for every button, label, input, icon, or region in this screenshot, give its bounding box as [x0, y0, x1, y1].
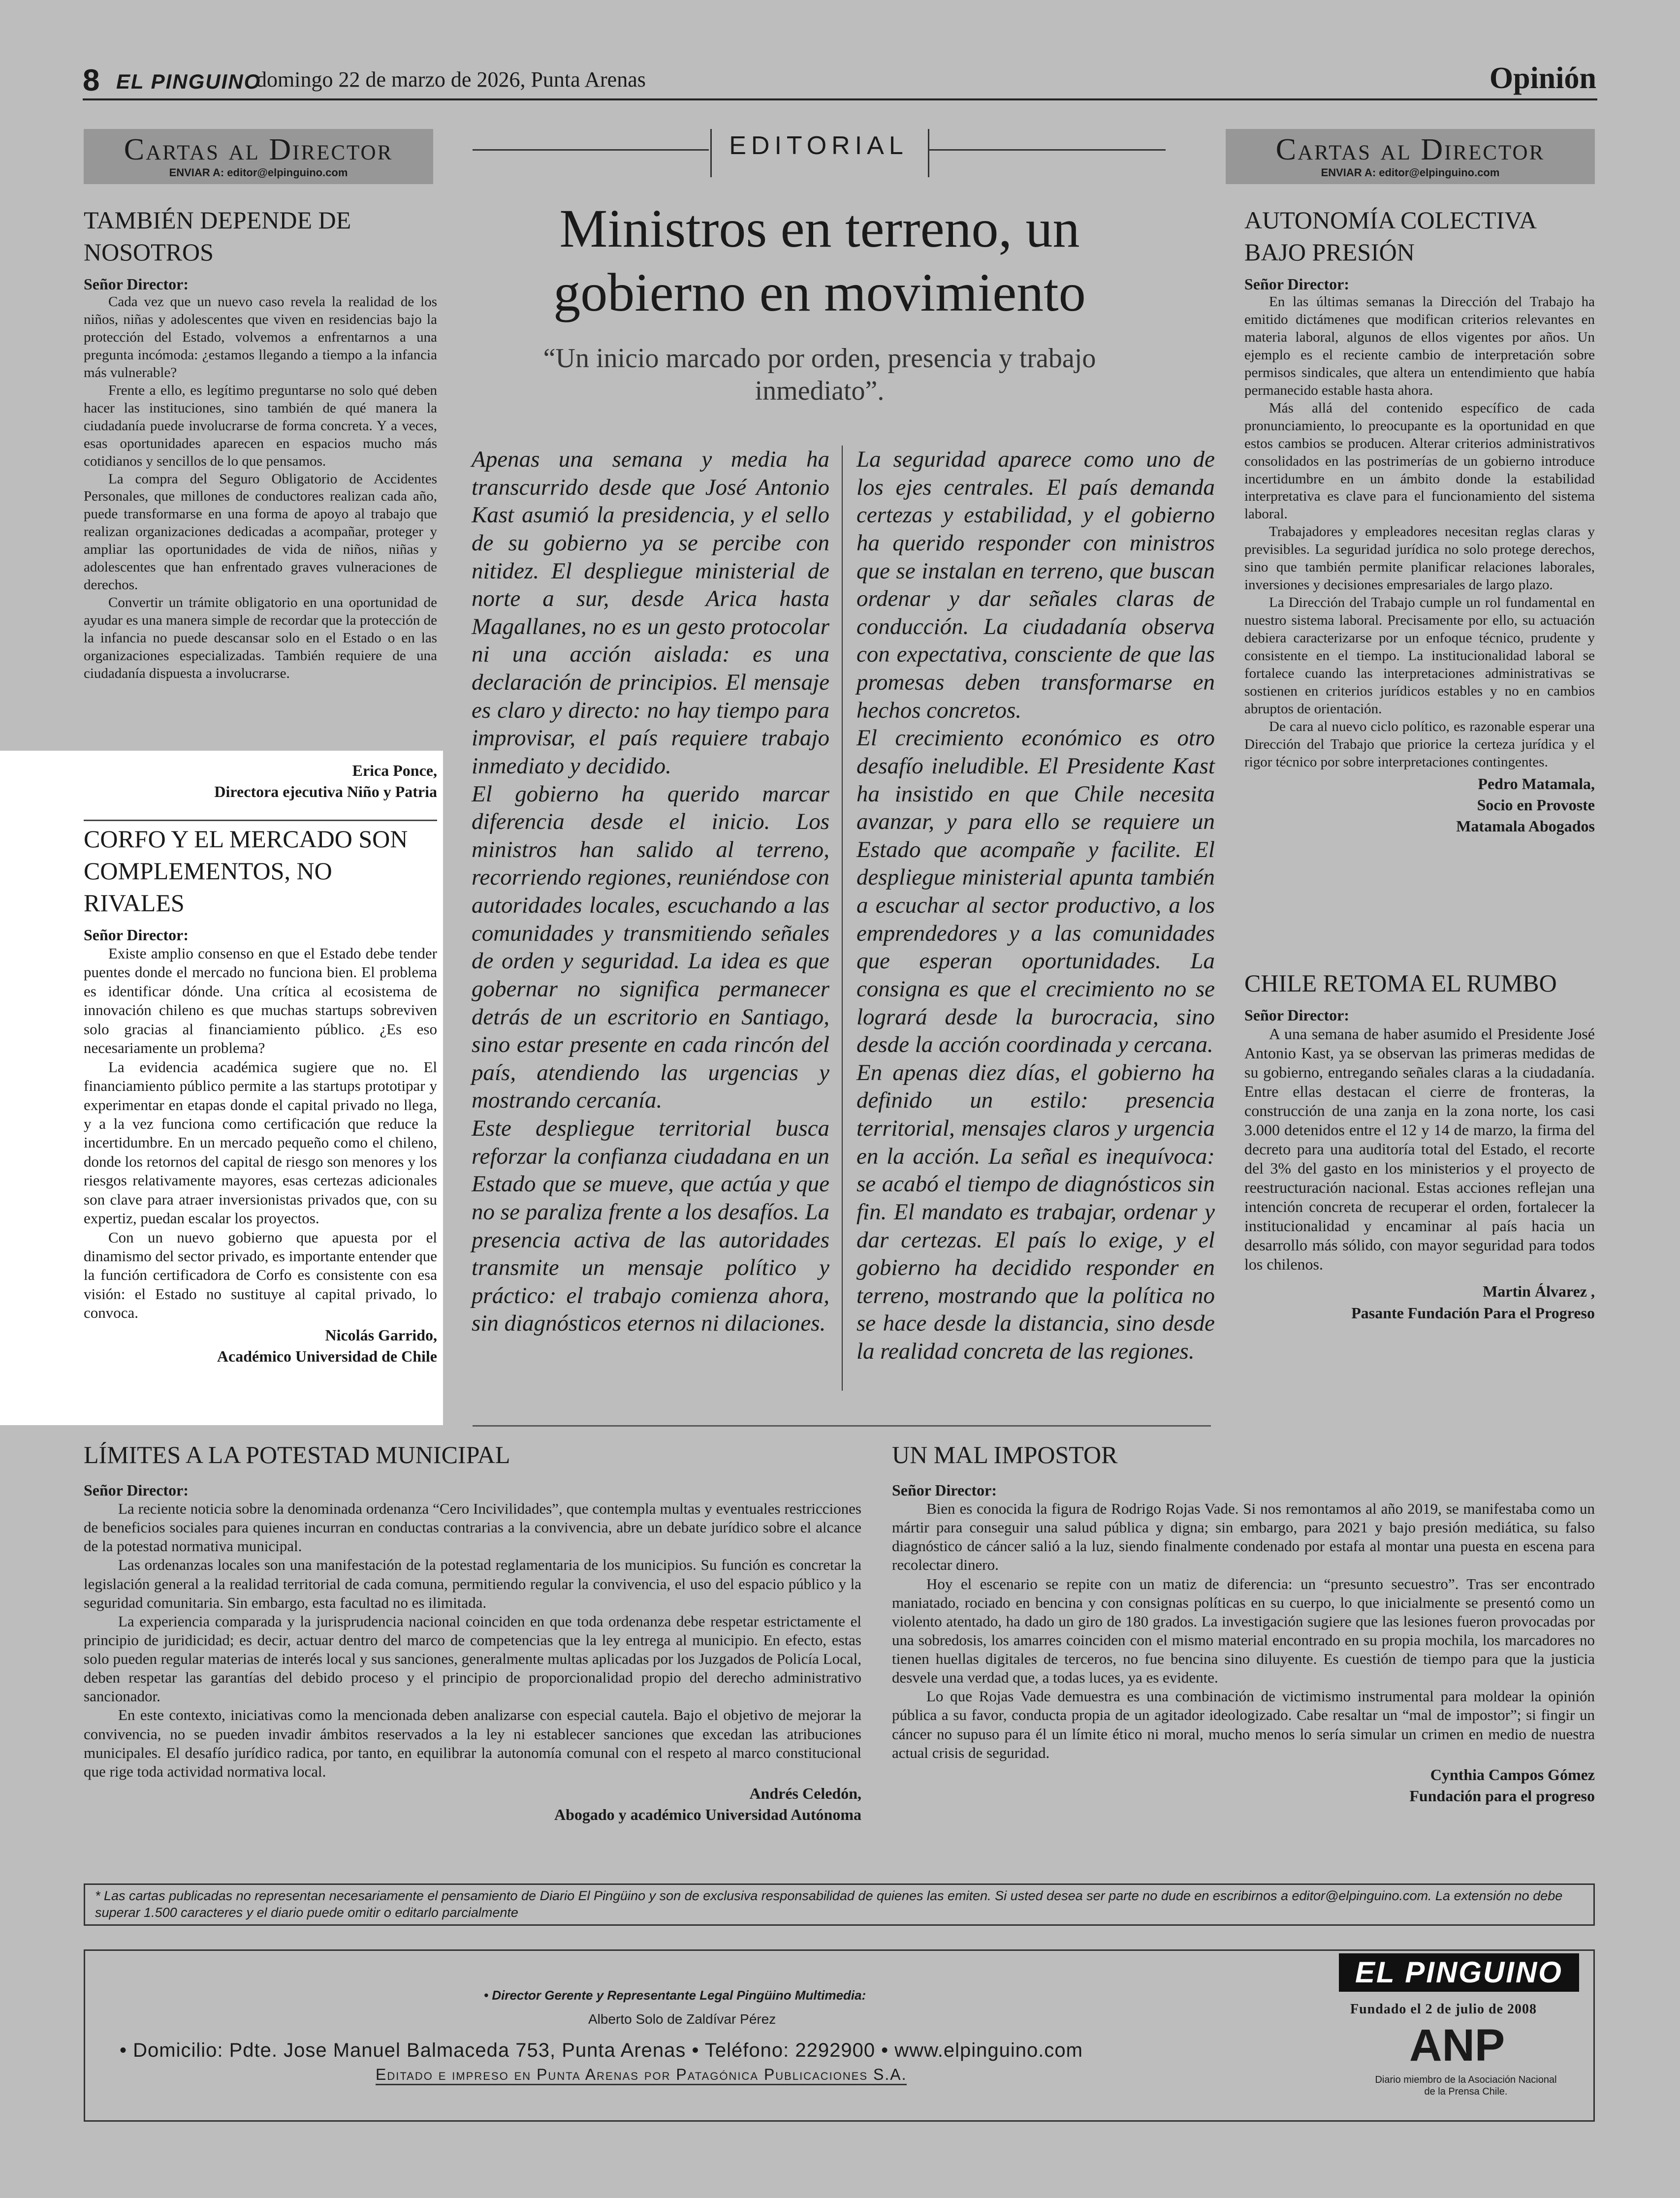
- letter-left-2: [84, 823, 437, 1367]
- paragraph: El gobierno ha querido marcar diferencia desde el inicio. Los ministros han salido al terreno, recorriendo regiones, reuniéndose con autoridades locales, escuchando a las comunidades y transmitiendo señales de orden y seguridad. La idea es que gobernar no significa permanecer detrás de un escritorio en Santiago, sino estar presente en cada rincón del país, atendiendo las urgencias y mostrando cercanía.: [472, 781, 829, 1114]
- paragraph: Frente a ello, es legítimo preguntarse no solo qué deben hacer las instituciones, sino también de qué manera la ciudadanía puede involucrarse de forma concreta. Y a veces, esas oportunidades aparecen en espacios mucho más cotidianos y sencillos de lo que pensamos.: [84, 382, 437, 469]
- paragraph: Hoy el escenario se repite con un matiz de diferencia: un “presunto secuestro”. Tras ser encontrado maniatado, rociado en bencina y con consignas políticas en su cuerpo, lo que inicialmente se presentó como un violento atentado, ha dado un giro de 180 grados. La investigación sugiere que las lesiones fueron provocadas por una sobredosis, los amarres coinciden con el mismo material encontrado en su propia mochila, los marcadores no tienen huellas digitales de terceros, no fue bencina sino diluyente. Es cuestión de tiempo para que la justicia desvele una verdad que, a todas luces, ya es evidente.: [892, 1575, 1595, 1687]
- letter-salutation: Señor Director:: [84, 926, 189, 944]
- footer-logo: EL PINGUINO: [1339, 1953, 1579, 1992]
- cartas-header-right: [1226, 129, 1595, 184]
- director-role: • Director Gerente y Representante Legal Pingüino Multimedia:: [484, 1988, 866, 2003]
- letter-salutation: Señor Director:: [1244, 1006, 1349, 1024]
- signer-name: Nicolás Garrido,: [325, 1326, 437, 1344]
- editorial-tick-left: [710, 129, 712, 177]
- paragraph: Lo que Rojas Vade demuestra es una combinación de victimismo instrumental para moldear la opinión pública a su favor, conducta propia de un agitador ideologizado. Cabe resaltar un “mal de impostor”; si fingir un cáncer no supuso para él un límite ético ni moral, mucho menos lo sería simular un crimen en medio de nuestra actual crisis de seguridad.: [892, 1688, 1595, 1761]
- letter-salutation: Señor Director:: [892, 1481, 997, 1499]
- signer-name: Cynthia Campos Gómez: [1430, 1765, 1595, 1784]
- letter-title: CHILE RETOMA EL RUMBO: [1244, 969, 1557, 997]
- paragraph: Las ordenanzas locales son una manifestación de la potestad reglamentaria de los municipios. Su función es concretar la legislación general a la realidad territorial de cada comuna, permitiendo regular la convivencia, el uso del espacio público y la seguridad comunitaria. Sin embargo, esta facultad no es ilimitada.: [84, 1556, 861, 1611]
- letter-right-2: [1244, 967, 1595, 1324]
- signer-role: Directora ejecutiva Niño y Patria: [214, 783, 437, 801]
- signer-role: Abogado y académico Universidad Autónoma: [554, 1806, 861, 1824]
- disclaimer: * Las cartas publicadas no representan necesariamente el pensamiento de Diario El Pingüino y son de exclusiva responsabilidad de quienes las emiten. Si usted desea ser parte no dude en escribirnos a editor@elpinguino.com. La extensión no debe superar 1.500 caracteres y el diario puede omitir o editarlo parcialmente: [84, 1883, 1595, 1926]
- paragraph: Este despliegue territorial busca reforzar la confianza ciudadana en un Estado que se mueve, que actúa y que no se paraliza frente a los desafíos. La presencia activa de las autoridades transmite un mensaje político y práctico: el trabajo comienza ahora, sin diagnósticos eternos ni dilaciones.: [472, 1115, 829, 1337]
- paragraph: La Dirección del Trabajo cumple un rol fundamental en nuestro sistema laboral. Precisamente por ello, su actuación debiera caracterizarse por un enfoque técnico, prudente y consistente en el tiempo. La institucionalidad laboral se fortalece cuando las interpretaciones administrativas se sostienen en criterios jurídicos estables y no en cambios abruptos de orientación.: [1244, 595, 1595, 717]
- paragraph: Existe amplio consenso en que el Estado debe tender puentes donde el mercado no funciona bien. El problema es identificar dónde. Una crítica al ecosistema de innovación chileno es que muchas startups sobreviven solo gracias al financiamiento público. ¿Es eso necesariamente un problema?: [84, 945, 437, 1057]
- paragraph: En las últimas semanas la Dirección del Trabajo ha emitido dictámenes que modifican criterios relevantes en materia laboral, algunos de ellos vigentes por años. Un ejemplo es el reciente cambio de interpretación sobre permisos sindicales, que altera un entendimiento que había permanecido estable hasta ahora.: [1244, 294, 1595, 398]
- signer-role: Socio en Provoste: [1477, 796, 1595, 814]
- anp-caption: Diario miembro de la Asociación Nacional de la Prensa Chile.: [1375, 2074, 1557, 2097]
- editorial-deck: “Un inicio marcado por orden, presencia y trabajo inmediato”.: [543, 343, 1096, 407]
- cartas-header-left: [84, 129, 433, 184]
- paragraph: La compra del Seguro Obligatorio de Accidentes Personales, que millones de conductores realizan cada año, puede transformarse en una forma de apoyo al trabajo que realizan organizaciones dedicadas a acompañar, proteger y ampliar las oportunidades de vida de niños, niñas y adolescentes que han enfrentado graves vulneraciones de derechos.: [84, 471, 437, 593]
- cartas-email: ENVIAR A: editor@elpinguino.com: [1321, 166, 1500, 179]
- paragraph: La reciente noticia sobre la denominada ordenanza “Cero Incivilidades”, que contempla multas y eventuales restricciones de beneficios sociales para quienes incurran en conductas contrarias a la convivencia, abre un debate jurídico sobre el alcance de la potestad normativa municipal.: [84, 1500, 861, 1555]
- header-rule: [83, 98, 1597, 100]
- letter-left-1: [84, 204, 437, 683]
- header-logo: EL PINGUINO: [116, 70, 261, 93]
- paragraph: El crecimiento económico es otro desafío ineludible. El Presidente Kast ha insistido en que Chile necesita avanzar, y para ello se requiere un Estado que acompañe y facilite. El despliegue ministerial apunta también a escuchar al sector productivo, a los emprendedores y a las comunidades que esperan oportunidades. La consigna es que el crecimiento no se logrará desde la burocracia, sino desde la acción coordinada y cercana.: [856, 725, 1215, 1058]
- paragraph: Con un nuevo gobierno que apuesta por el dinamismo del sector privado, es importante entender que la función certificadora de Corfo es consistente con esa visión: el Estado no sustituye al capital privado, lo convoca.: [84, 1228, 437, 1322]
- editorial-headline: Ministros en terreno, un gobierno en movimiento: [553, 198, 1086, 322]
- paragraph: Más allá del contenido específico de cada pronunciamiento, lo preocupante es la oportunidad en que estos cambios se producen. Alterar criterios administrativos consolidados en las postrimerías de un gobierno introduce incertidumbre en un ámbito donde la estabilidad interpretativa es clave para el funcionamiento del sistema laboral.: [1244, 400, 1595, 522]
- date-line: domingo 22 de marzo de 2026, Punta Arenas: [256, 67, 646, 92]
- letter-body: [84, 944, 437, 1323]
- paragraph: De cara al nuevo ciclo político, es razonable esperar una Dirección del Trabajo que priorice la certeza jurídica y el rigor técnico por sobre interpretaciones contingentes.: [1244, 718, 1595, 770]
- paragraph: Bien es conocida la figura de Rodrigo Rojas Vade. Si nos remontamos al año 2019, se manifestaba como un mártir para conseguir una salud pública y digna; sin embargo, para 2021 y bajo presión mediática, su falso diagnóstico de cáncer salió a la luz, siendo finalmente condenado por estafa al montar una puesta en escena para recolectar dinero.: [892, 1500, 1595, 1574]
- letter-salutation: Señor Director:: [84, 1481, 189, 1499]
- founded-date: Fundado el 2 de julio de 2008: [1350, 2002, 1537, 2017]
- page-number: 8: [83, 64, 100, 97]
- masthead-footer: [84, 1949, 1595, 2122]
- letter-title: CORFO Y EL MERCADO SON COMPLEMENTOS, NO RIVALES: [84, 825, 408, 917]
- letter-salutation: Señor Director:: [84, 275, 189, 293]
- column-separator: [842, 446, 843, 1391]
- letter-title: LÍMITES A LA POTESTAD MUNICIPAL: [84, 1441, 510, 1468]
- letter-signature: [892, 1764, 1595, 1807]
- cartas-title: Cartas al Director: [124, 133, 393, 166]
- paragraph: En apenas diez días, el gobierno ha definido un estilo: presencia territorial, mensajes claros y urgencia en la acción. La señal es inequívoca: se acabó el tiempo de diagnósticos sin fin. El mandato es trabajar, ordenar y dar certezas. El país lo exige, y el gobierno ha decidido responder en terreno, mostrando que la política no se hace desde la distancia, sino desde la realidad concreta de las regiones.: [856, 1059, 1215, 1364]
- editorial-column-2: [856, 446, 1215, 1366]
- paragraph: La experiencia comparada y la jurisprudencia nacional coinciden en que toda ordenanza debe respetar estrictamente el principio de juridicidad; es decir, actuar dentro del marco de competencias que la ley entrega al municipio. En efecto, estas solo pueden regular materias de interés local y sus sanciones, generalmente multas aplicadas por los Juzgados de Policía Local, deben respetar las garantías del debido proceso y el principio de proporcionalidad propio del derecho administrativo sancionador.: [84, 1612, 861, 1705]
- signer-org: Matamala Abogados: [1456, 817, 1595, 835]
- letter-signature: [84, 1325, 437, 1367]
- letter-salutation: Señor Director:: [1244, 275, 1349, 293]
- section-title: Opinión: [1489, 62, 1596, 95]
- editorial-tick-right: [928, 129, 929, 177]
- paragraph: La evidencia académica sugiere que no. El financiamiento público permite a las startups prototipar y experimentar en etapas donde el capital privado no llega, y a la vez funciona como certificación que reduce la incertidumbre. En un mercado pequeño como el chileno, donde los retornos del capital de riesgo son menores y los riesgos relativamente mayores, esas certezas adicionales son clave para atraer inversionistas privados que, con su expertiz, puedan escalar los proyectos.: [84, 1058, 437, 1227]
- signer-role: Académico Universidad de Chile: [217, 1347, 437, 1365]
- editorial-column-1: [472, 446, 829, 1338]
- letter-signature: [84, 760, 437, 802]
- letter-title: AUTONOMÍA COLECTIVA BAJO PRESIÓN: [1244, 206, 1536, 266]
- editorial-bottom-rule: [473, 1425, 1211, 1427]
- letter-body: [892, 1499, 1595, 1762]
- signer-name: Andrés Celedón,: [749, 1784, 861, 1802]
- address-line: • Domicilio: Pdte. Jose Manuel Balmaceda 753, Punta Arenas • Teléfono: 2292900 • www.elpinguino.com: [120, 2039, 1083, 2061]
- letter-body: [84, 1499, 861, 1781]
- divider: [84, 820, 437, 821]
- letter-bottom-1: [84, 1440, 861, 1825]
- printer-line: Editado e impreso en Punta Arenas por Patagónica Publicaciones S.A.: [376, 2066, 907, 2085]
- paragraph: A una semana de haber asumido el Presidente José Antonio Kast, ya se observan las primeras medidas de su gobierno, entregando señales claras a la ciudadanía. Entre ellas destacan el cierre de fronteras, la construcción de una zanja en la zona norte, los casi 3.000 detenidos entre el 12 y 14 de marzo, la firma del decreto para una auditoría total del Estado, el recorte del 3% del gasto en los ministerios y el proyecto de reestructuración nacional. Estas acciones reflejan una intención concreta de recuperar el orden, fortalecer la institucionalidad y encaminar al país hacia un desarrollo más sólido, con mayor seguridad para todos los chilenos.: [1244, 1025, 1595, 1274]
- letter-title: TAMBIÉN DEPENDE DE NOSOTROS: [84, 206, 351, 266]
- letter-signature: [84, 1783, 861, 1825]
- paragraph: Cada vez que un nuevo caso revela la realidad de los niños, niñas y adolescentes que viven en residencias bajo la protección del Estado, volvemos a enfrentarnos a una pregunta incómoda: ¿estamos llegando a tiempo a la infancia más vulnerable?: [84, 294, 437, 381]
- letter-title: UN MAL IMPOSTOR: [892, 1441, 1118, 1468]
- signer-role: Pasante Fundación Para el Progreso: [1351, 1304, 1595, 1322]
- cartas-email: ENVIAR A: editor@elpinguino.com: [169, 166, 348, 179]
- letter-signature: [1244, 1281, 1595, 1323]
- signer-name: Martin Álvarez ,: [1483, 1282, 1595, 1301]
- cartas-title: Cartas al Director: [1275, 133, 1545, 166]
- director-name: Alberto Solo de Zaldívar Pérez: [588, 2011, 776, 2027]
- editorial-rule-right: [929, 149, 1166, 151]
- paragraph: Apenas una semana y media ha transcurrido desde que José Antonio Kast asumió la presidencia, y el sello de su gobierno ya se percibe con nitidez. El despliegue ministerial de norte a sur, desde Arica hasta Magallanes, no es un gesto protocolar ni una acción aislada: es una declaración de principios. El mensaje es claro y directo: no hay tiempo para improvisar, el país requiere trabajo inmediato y decidido.: [472, 446, 829, 779]
- paragraph: Convertir un trámite obligatorio en una oportunidad de ayudar es una manera simple de recordar que la protección de la infancia no puede descansar solo en el Estado o en las organizaciones especializadas. También requiere de una ciudadanía dispuesta a involucrarse.: [84, 595, 437, 682]
- signer-role: Fundación para el progreso: [1409, 1786, 1595, 1805]
- paragraph: En este contexto, iniciativas como la mencionada deben analizarse con especial cautela. Bajo el objetivo de mejorar la convivencia, no se pueden invadir ámbitos reservados a la ley ni establecer sanciones que excedan las atribuciones municipales. El desafío jurídico radica, por tanto, en equilibrar la autonomía comunal con el respeto al marco constitucional que rige toda actividad normativa local.: [84, 1706, 861, 1780]
- letter-body: [1244, 1024, 1595, 1274]
- letter-bottom-2: [892, 1440, 1595, 1807]
- editorial-label: EDITORIAL: [729, 131, 908, 160]
- paragraph: La seguridad aparece como uno de los ejes centrales. El país demanda certezas y estabilidad, y el gobierno ha querido responder con ministros que se instalan en terreno, que buscan ordenar y dar señales claras de conducción. La ciudadanía observa con expectativa, consciente de que las promesas deben transformarse en hechos concretos.: [856, 446, 1215, 723]
- signer-name: Erica Ponce,: [352, 762, 437, 779]
- letter-body: [84, 293, 437, 683]
- editorial-rule-left: [473, 149, 709, 151]
- letter-right-1: [1244, 204, 1595, 837]
- letter-body: [1244, 293, 1595, 771]
- letter-signature: [1244, 773, 1595, 837]
- signer-name: Pedro Matamala,: [1478, 774, 1595, 793]
- paragraph: Trabajadores y empleadores necesitan reglas claras y previsibles. La seguridad jurídica no solo protege derechos, sino que también permite planificar relaciones laborales, inversiones y decisiones empresariales de largo plazo.: [1244, 524, 1595, 593]
- anp-logo: ANP: [1409, 2020, 1505, 2071]
